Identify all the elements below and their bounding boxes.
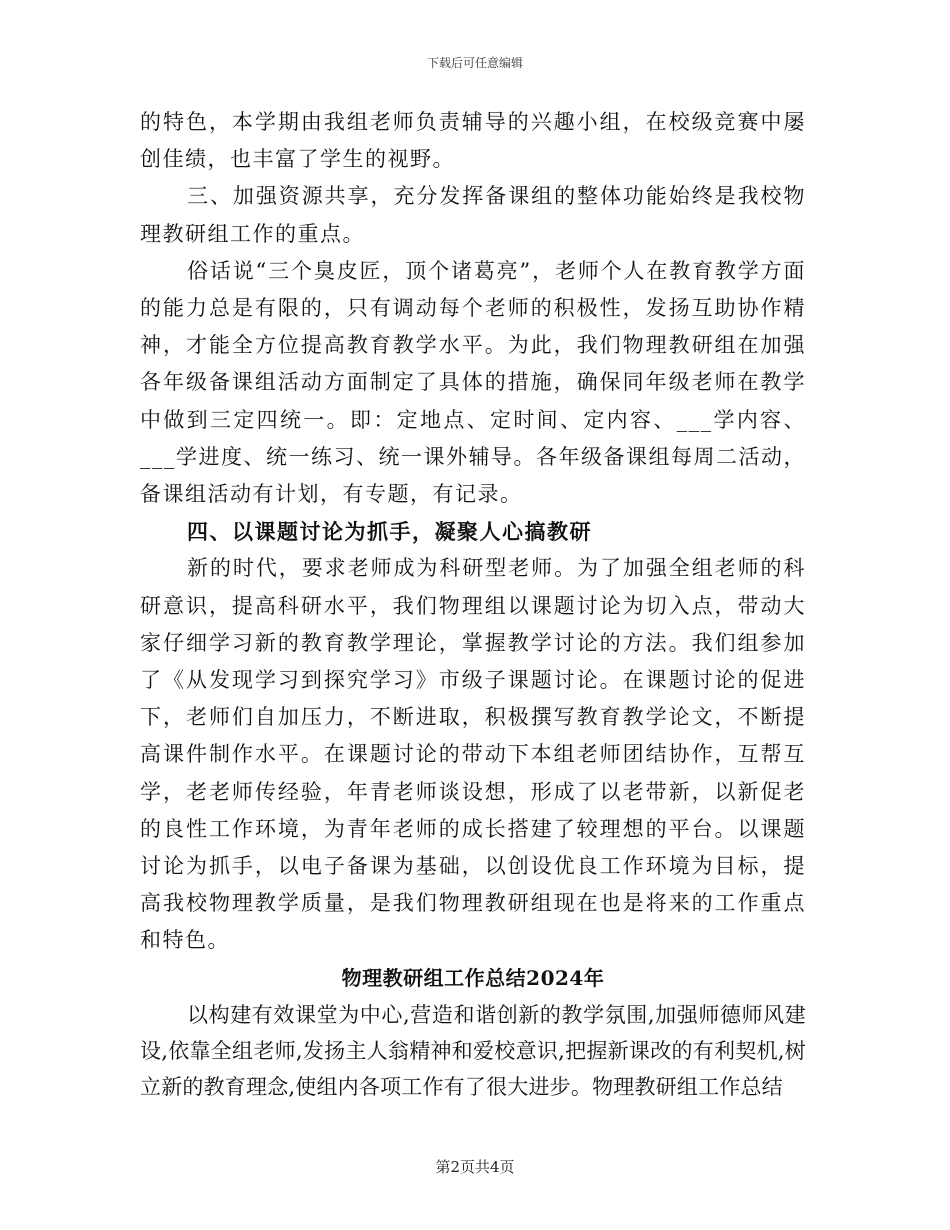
section-heading-four: 四、以课题讨论为抓手，凝聚人心搞教研 <box>187 519 592 545</box>
document-title: 物理教研组工作总结2024年 <box>341 965 605 990</box>
page-header: 下载后可任意编辑 <box>426 56 523 70</box>
paragraph-research: 新的时代，要求老师成为科研型老师。为了加强全组老师的科研意识，提高科研水平，我们物理组以课题讨论为切入点，带动大家仔细学习新的教育教学理论，掌握教学讨论的方法。我们组参加了《从发现学习到探究学习》市级子课题讨论。在课题讨论的促进下，老师们自加压力，不断进取，积极撰写教育教学论文，不断提高课件制作水平。在课题讨论的带动下本组老师团结协作，互帮互学，老老师传经验，年青老师谈设想，形成了以老带新，以新促老的良性工作环境，为青年老师的成长搭建了较理想的平台。以课题讨论为抓手，以电子备课为基础，以创设优良工作环境为目标，提高我校物理教学质量，是我们物理教研组现在也是将来的工作重点和特色。 <box>140 556 806 953</box>
paragraph-summary: 以构建有效课堂为中心,营造和谐创新的教学氛围,加强师德师风建设,依靠全组老师,发扬主人翁精神和爱校意识,把握新课改的有利契机,树立新的教育理念,使组内各项工作有了很大进步。物理教研组工作总结 <box>140 1002 806 1099</box>
paragraph-continuation: 的特色，本学期由我组老师负责辅导的兴趣小组，在校级竞赛中屡创佳绩，也丰富了学生的视野。 <box>140 110 806 172</box>
paragraph-section-three: 三、加强资源共享，充分发挥备课组的整体功能始终是我校物理教研组工作的重点。 <box>140 184 806 246</box>
document-body <box>140 104 806 1105</box>
paragraph-proverb: 俗话说“三个臭皮匠，顶个诸葛亮”，老师个人在教育教学方面的能力总是有限的，只有调动每个老师的积极性，发扬互助协作精神，才能全方位提高教育教学水平。为此，我们物理教研组在加强各年级备课组活动方面制定了具体的措施，确保同年级老师在教学中做到三定四统一。即：定地点、定时间、定内容、___学内容、___学进度、统一练习、统一课外辅导。各年级备课组每周二活动，备课组活动有计划，有专题，有记录。 <box>140 258 806 507</box>
page-footer: 第2页共4页 <box>435 1158 515 1176</box>
